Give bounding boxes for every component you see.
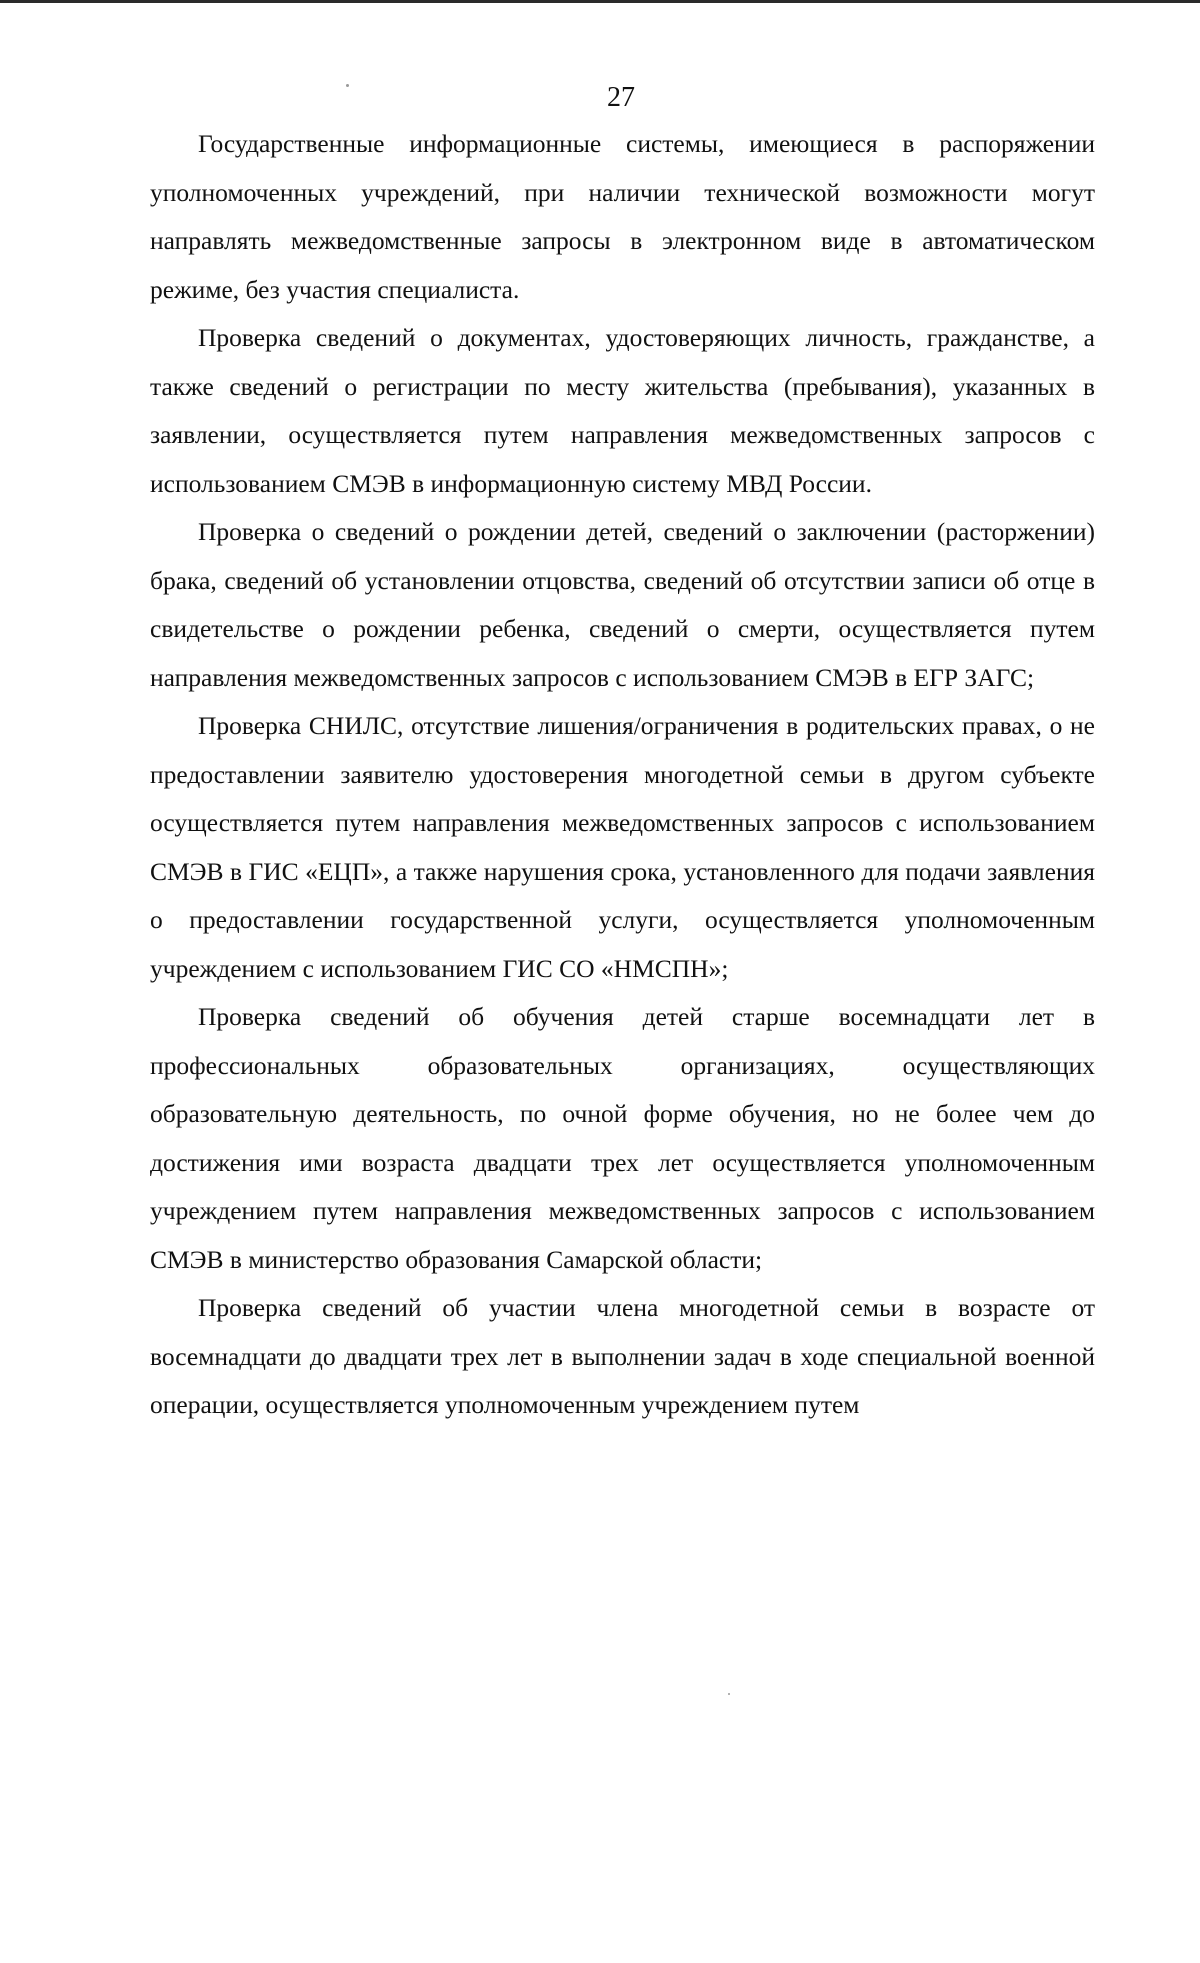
paragraph-education-check: Проверка сведений об обучения детей старше восемнадцати лет в профессиональных образовательных организациях, осуществляющих образовательную деятельность, по очной форме обучения, но не более чем до достижения ими возраста двадцати трех лет осуществляется уполномоченным учреждением путем направления межведомственных запросов с использованием СМЭВ в министерство образования Самарской области; (150, 1002, 1095, 1274)
paragraph-snils-check: Проверка СНИЛС, отсутствие лишения/ограничения в родительских правах, о не предоставлении заявителю удостоверения многодетной семьи в другом субъекте осуществляется путем направления межведомственных запросов с использованием СМЭВ в ГИС «ЕЦП», а также нарушения срока, установленного для подачи заявления о предоставлении государственной услуги, осуществляется уполномоченным учреждением с использованием ГИС СО «НМСПН»; (150, 711, 1095, 983)
paragraph-identity-check: Проверка сведений о документах, удостоверяющих личность, гражданстве, а также сведений о регистрации по месту жительства (пребывания), указанных в заявлении, осуществляется путем направления межведомственных запросов с использованием СМЭВ в информационную систему МВД России. (150, 323, 1095, 498)
paragraph-military-operation-check: Проверка сведений об участии члена многодетной семьи в возрасте от восемнадцати до двадцати трех лет в выполнении задач в ходе специальной военной операции, осуществляется уполномоченным учреждением путем (150, 1293, 1095, 1419)
paragraph-civil-registry-check: Проверка о сведений о рождении детей, сведений о заключении (расторжении) брака, сведений об установлении отцовства, сведений об отсутствии записи об отце в свидетельстве о рождении ребенка, сведений о смерти, осуществляется путем направления межведомственных запросов с использованием СМЭВ в ЕГР ЗАГС; (150, 517, 1095, 692)
page-number: 27 (607, 82, 635, 113)
document-body (150, 120, 1095, 1430)
scan-speck (728, 1693, 730, 1695)
paragraph-automatic-requests: Государственные информационные системы, имеющиеся в распоряжении уполномоченных учреждений, при наличии технической возможности могут направлять межведомственные запросы в электронном виде в автоматическом режиме, без участия специалиста. (150, 129, 1095, 304)
scan-top-edge (0, 0, 1200, 3)
